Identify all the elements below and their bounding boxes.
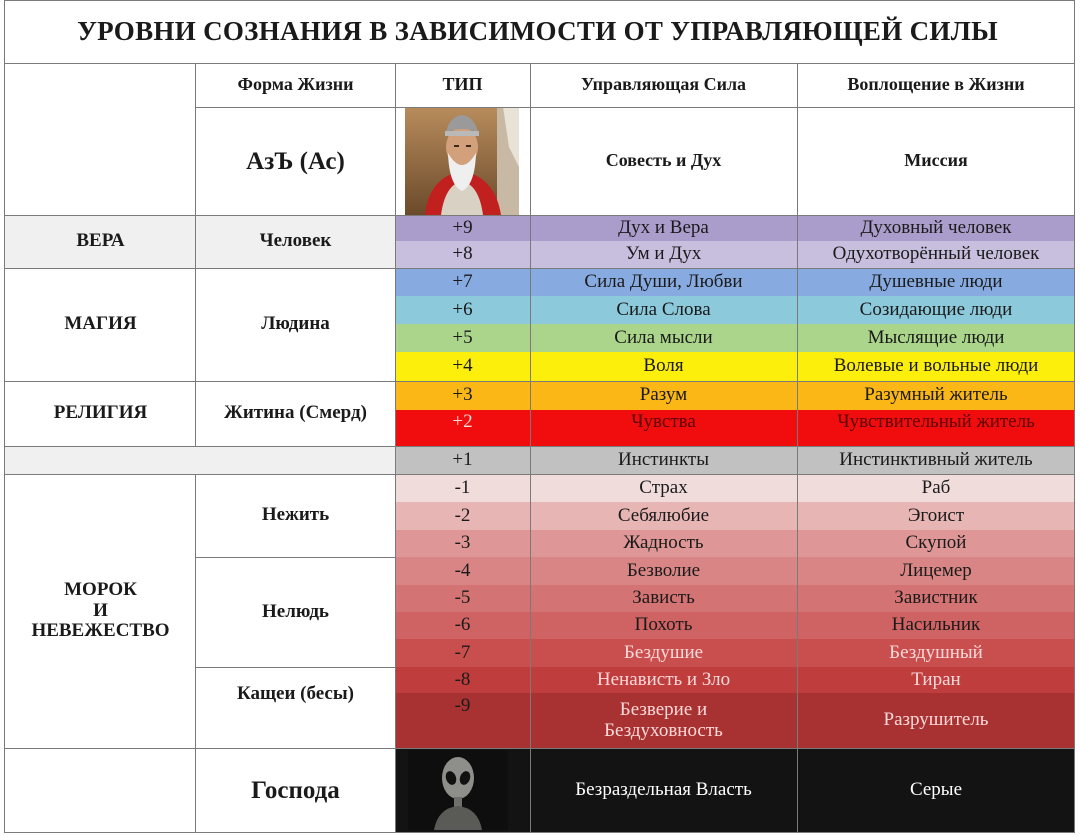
level-num: -2 [395,502,530,530]
level-embodiment: Созидающие люди [797,296,1075,324]
level-force: Сила Слова [530,296,797,324]
level-force: Инстинкты [530,446,797,474]
level-num: +5 [395,324,530,352]
header-life-form: Форма Жизни [237,74,354,95]
level-embodiment: Разрушитель [797,693,1075,748]
level-embodiment: Насильник [797,612,1075,639]
form-zhitina: Житина (Смерд) [224,402,367,424]
level-embodiment: Завистник [797,585,1075,612]
force-top: Совесть и Дух [605,150,722,171]
form-gospoda: Господа [251,776,340,804]
group-morok: МОРОК И НЕВЕЖЕСТВО [31,579,170,642]
grid-line [1074,0,1075,833]
grid-line [4,446,1075,447]
grid-line [4,381,1075,382]
form-nezhit: Нежить [261,504,330,526]
level-num: +2 [395,410,530,446]
grid-line [4,748,1075,749]
level-num: -5 [395,585,530,612]
level-num: +3 [395,381,530,410]
form-az: АзЪ (Ас) [246,147,345,175]
header-controlling-force: Управляющая Сила [580,74,747,95]
level-num: -8 [395,667,530,693]
embodiment-bottom: Серые [909,778,963,800]
grid-line [4,215,1075,216]
level-embodiment: Тиран [797,667,1075,693]
grid-line [4,0,1075,1]
embodiment-top: Миссия [904,150,968,171]
level-force: Чувства [530,410,797,446]
level-force: Жадность [530,530,797,557]
level-num: -7 [395,639,530,667]
grid-line [195,474,196,833]
level-force: Зависть [530,585,797,612]
level-embodiment: Инстинктивный житель [797,446,1075,474]
grid-line [395,63,396,833]
level-num: -6 [395,612,530,639]
grid-line [195,107,1075,108]
grid-line [195,667,395,668]
level-force: Сила Души, Любви [530,268,797,296]
header-type: ТИП [442,74,483,95]
level-embodiment: Одухотворённый человек [797,241,1075,268]
level-embodiment: Волевые и вольные люди [797,352,1075,381]
grid-line [4,268,1075,269]
form-ludina: Людина [261,313,330,335]
grid-line [4,0,5,833]
group-magic: МАГИЯ [64,313,137,335]
header-embodiment: Воплощение в Жизни [847,74,1025,95]
force-bottom: Безраздельная Власть [575,778,752,800]
plus-one-shade [5,446,395,474]
grid-line [195,63,196,446]
level-num: +6 [395,296,530,324]
level-force: Страх [530,474,797,502]
level-embodiment: Скупой [797,530,1075,557]
level-force: Разум [530,381,797,410]
level-num: +8 [395,241,530,268]
level-force: Воля [530,352,797,381]
level-embodiment: Духовный человек [797,215,1075,241]
grid-line [4,63,1075,64]
grid-line [4,474,1075,475]
group-religion: РЕЛИГИЯ [53,402,148,424]
level-embodiment: Разумный житель [797,381,1075,410]
level-force: Дух и Вера [530,215,797,241]
level-num: -3 [395,530,530,557]
level-embodiment: Раб [797,474,1075,502]
level-num: +9 [395,215,530,241]
grid-line [797,63,798,833]
grid-line [195,557,395,558]
level-force: Ум и Дух [530,241,797,268]
warrior-portrait-icon [405,107,519,215]
level-num: +1 [395,446,530,474]
form-human: Человек [259,230,332,252]
form-kashchei: Кащеи (бесы) [236,682,355,704]
grey-alien-icon [408,750,508,830]
level-embodiment: Бездушный [797,639,1075,667]
grid-line [530,63,531,833]
level-embodiment: Чувствительный житель [797,410,1075,446]
level-force: Себялюбие [530,502,797,530]
level-embodiment: Лицемер [797,557,1075,585]
level-num: -1 [395,474,530,502]
level-force: Ненависть и Зло [530,667,797,693]
level-force: Сила мысли [530,324,797,352]
group-vera: ВЕРА [76,230,125,252]
level-num: -9 [395,693,530,748]
level-num: -4 [395,557,530,585]
level-force: Безверие и Бездуховность [530,693,797,748]
level-num: +4 [395,352,530,381]
level-force: Безволие [530,557,797,585]
level-force: Похоть [530,612,797,639]
grid-line [4,832,1075,833]
level-embodiment: Эгоист [797,502,1075,530]
form-nelyud: Нелюдь [262,600,329,622]
level-force: Бездушие [530,639,797,667]
level-embodiment: Мыслящие люди [797,324,1075,352]
level-embodiment: Душевные люди [797,268,1075,296]
page-title: УРОВНИ СОЗНАНИЯ В ЗАВИСИМОСТИ ОТ УПРАВЛЯЮЩЕЙ СИЛЫ [77,15,998,46]
level-num: +7 [395,268,530,296]
